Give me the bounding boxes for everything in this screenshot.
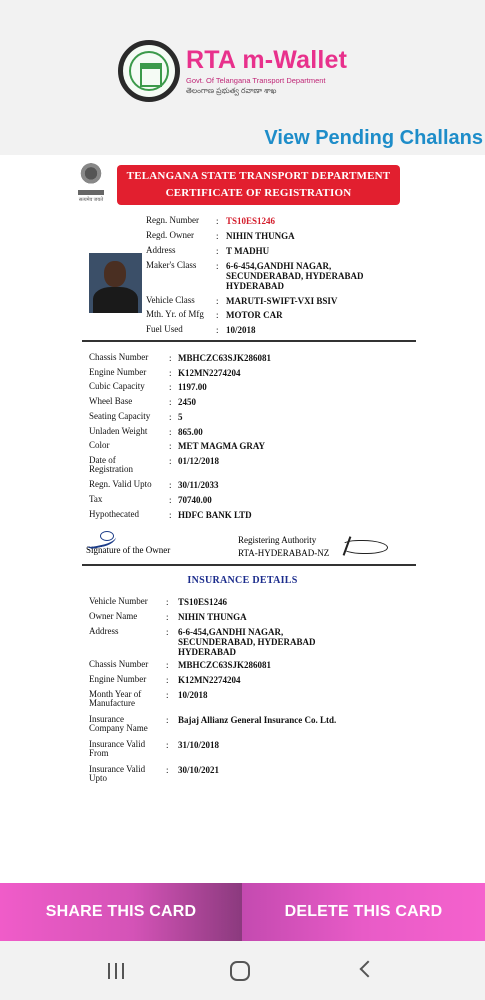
view-pending-challans-link[interactable]: View Pending Challans — [264, 127, 483, 149]
detail-value: 1197.00 — [178, 382, 207, 392]
detail-label: Unladen Weight — [89, 426, 148, 436]
detail-value: HDFC BANK LTD — [178, 510, 252, 520]
insurance-label: Chassis Number — [89, 659, 149, 669]
insurance-label: Insurance Company Name — [89, 714, 148, 733]
detail-value: MET MAGMA GRAY — [178, 441, 266, 451]
field-label: Fuel Used — [146, 324, 183, 334]
owner-signature — [86, 545, 170, 555]
detail-value: 5 — [178, 412, 183, 422]
detail-label: Hypothecated — [89, 509, 139, 519]
insurance-value: Bajaj Allianz General Insurance Co. Ltd. — [178, 715, 337, 725]
detail-value: 2450 — [178, 397, 196, 407]
detail-label: Cubic Capacity — [89, 381, 145, 391]
status-bar — [0, 0, 485, 30]
insurance-label: Engine Number — [89, 674, 147, 684]
recent-apps-icon[interactable] — [108, 963, 126, 979]
certificate-header-line1: TELANGANA STATE TRANSPORT DEPARTMENT — [126, 170, 391, 182]
certificate-header-line2: CERTIFICATE OF REGISTRATION — [165, 187, 352, 199]
field-value: 6-6-454,GANDHI NAGAR, SECUNDERABAD, HYDERABAD HYDERABAD — [226, 261, 364, 291]
detail-value: 01/12/2018 — [178, 456, 220, 466]
detail-label: Regn. Valid Upto — [89, 479, 152, 489]
insurance-label: Month Year of Manufacture — [89, 689, 142, 708]
detail-label: Engine Number — [89, 367, 147, 377]
app-telugu-subtitle: తెలంగాణ ప్రభుత్వ రవాణా శాఖ — [186, 85, 277, 95]
detail-value: MBHCZC63SJK286081 — [178, 353, 272, 363]
detail-label: Color — [89, 440, 110, 450]
detail-value: K12MN2274204 — [178, 368, 241, 378]
emblem-caption: सत्यमेव जयते — [78, 198, 104, 203]
detail-label: Wheel Base — [89, 396, 133, 406]
insurance-label: Address — [89, 626, 119, 636]
detail-value: 70740.00 — [178, 495, 212, 505]
detail-label: Chassis Number — [89, 352, 149, 362]
insurance-label: Owner Name — [89, 611, 138, 621]
insurance-value: MBHCZC63SJK286081 — [178, 660, 272, 670]
insurance-label: Vehicle Number — [89, 596, 148, 606]
owner-signature-label: Signature of the Owner — [86, 545, 171, 555]
certificate-header — [117, 165, 400, 205]
insurance-value: TS10ES1246 — [178, 597, 228, 607]
app-brand — [118, 40, 347, 102]
delete-card-button[interactable]: DELETE THIS CARD — [242, 883, 485, 941]
home-icon[interactable] — [230, 961, 250, 981]
registering-authority — [238, 534, 329, 560]
share-card-button[interactable]: SHARE THIS CARD — [0, 883, 242, 941]
insurance-label: Insurance Valid Upto — [89, 764, 146, 783]
field-value: T MADHU — [226, 246, 270, 256]
insurance-value: 31/10/2018 — [178, 740, 220, 750]
owner-photo — [89, 253, 142, 313]
field-label: Regd. Owner — [146, 230, 194, 240]
insurance-value: 30/10/2021 — [178, 765, 220, 775]
telangana-emblem-icon — [118, 40, 180, 102]
field-label: Maker's Class — [146, 260, 197, 270]
field-value: 10/2018 — [226, 325, 256, 335]
registering-authority-label: Registering Authority — [238, 535, 317, 545]
field-value: NIHIN THUNGA — [226, 231, 295, 241]
app-subtitle: Govt. Of Telangana Transport Department — [186, 75, 326, 85]
rta-office: RTA-HYDERABAD-NZ — [238, 548, 330, 558]
divider — [82, 340, 416, 342]
field-value: MOTOR CAR — [226, 310, 283, 320]
field-label: Vehicle Class — [146, 295, 195, 305]
insurance-value: 10/2018 — [178, 690, 208, 700]
app-title: RTA m-Wallet — [186, 45, 348, 74]
insurance-value: 6-6-454,GANDHI NAGAR, SECUNDERABAD, HYDERABAD HYDERABAD — [178, 627, 316, 657]
divider — [82, 564, 416, 566]
ashoka-emblem-icon — [78, 163, 104, 205]
insurance-label: Insurance Valid From — [89, 739, 146, 758]
field-label: Regn. Number — [146, 215, 199, 225]
system-navigation-bar — [0, 941, 485, 1000]
field-value: MARUTI-SWIFT-VXI BSIV — [226, 296, 338, 306]
registration-certificate: सत्यमेव जयते TELANGANA STATE TRANSPORT DEPARTMENT CERTIFICATE OF REGISTRATION Regn. Number : TS10ES1246 Regd. Owner : NIHIN THUNGA Address : T MADHU Maker's Class : 6-6-454,GANDHI NAGAR, SECUNDERABAD, HYDERABAD HYDERABAD Vehicle Class : MARUTI-SWIFT-VXI BSIV Mth. Yr. of Mfg : MOTOR CAR Fuel Used : 10/2018 Chassis Number : MBHCZC63SJK286081 Engine Number : K12MN2274204 Cubic Capacity : 1197.00 Wheel Base : 2450 Seating Capacity : 5 Unladen Weight : 865.00 Color : MET MAGMA GRAY Date of Registration : 01/12/2018 Regn. Valid Upto : 30/11/2033 Tax : 70740.00 Hypothecated : HDFC BANK LTD Signature of the Owner Registering Authority RTA-HYDERABAD-NZ INSURANCE DETAILS Vehicle Number : TS10ES1246 Owner Name : NIHIN THUNGA Address : 6-6-454,GANDHI NAGAR, SECUNDERABAD, HYDERABAD HYDERABAD Chassis Number : MBHCZC63SJK286081 Engine Number : K12MN2274204 Month Year of Manufacture : 10/2018 Insurance Company Name : Bajaj Allianz General Insurance Co. Ltd. Insurance Valid From : 31/10/2018 Insurance Valid Upto : 30/10/2021 — [0, 155, 485, 883]
insurance-value: NIHIN THUNGA — [178, 612, 247, 622]
card-actions — [0, 883, 485, 941]
back-icon[interactable] — [360, 961, 377, 978]
detail-label: Date of Registration — [89, 455, 133, 474]
detail-label: Seating Capacity — [89, 411, 151, 421]
insurance-title: INSURANCE DETAILS — [187, 575, 298, 586]
field-value: TS10ES1246 — [226, 216, 276, 226]
insurance-value: K12MN2274204 — [178, 675, 241, 685]
field-label: Address — [146, 245, 176, 255]
field-label: Mth. Yr. of Mfg — [146, 309, 204, 319]
authority-signature — [340, 534, 392, 558]
detail-value: 865.00 — [178, 427, 203, 437]
detail-label: Tax — [89, 494, 103, 504]
detail-value: 30/11/2033 — [178, 480, 219, 490]
